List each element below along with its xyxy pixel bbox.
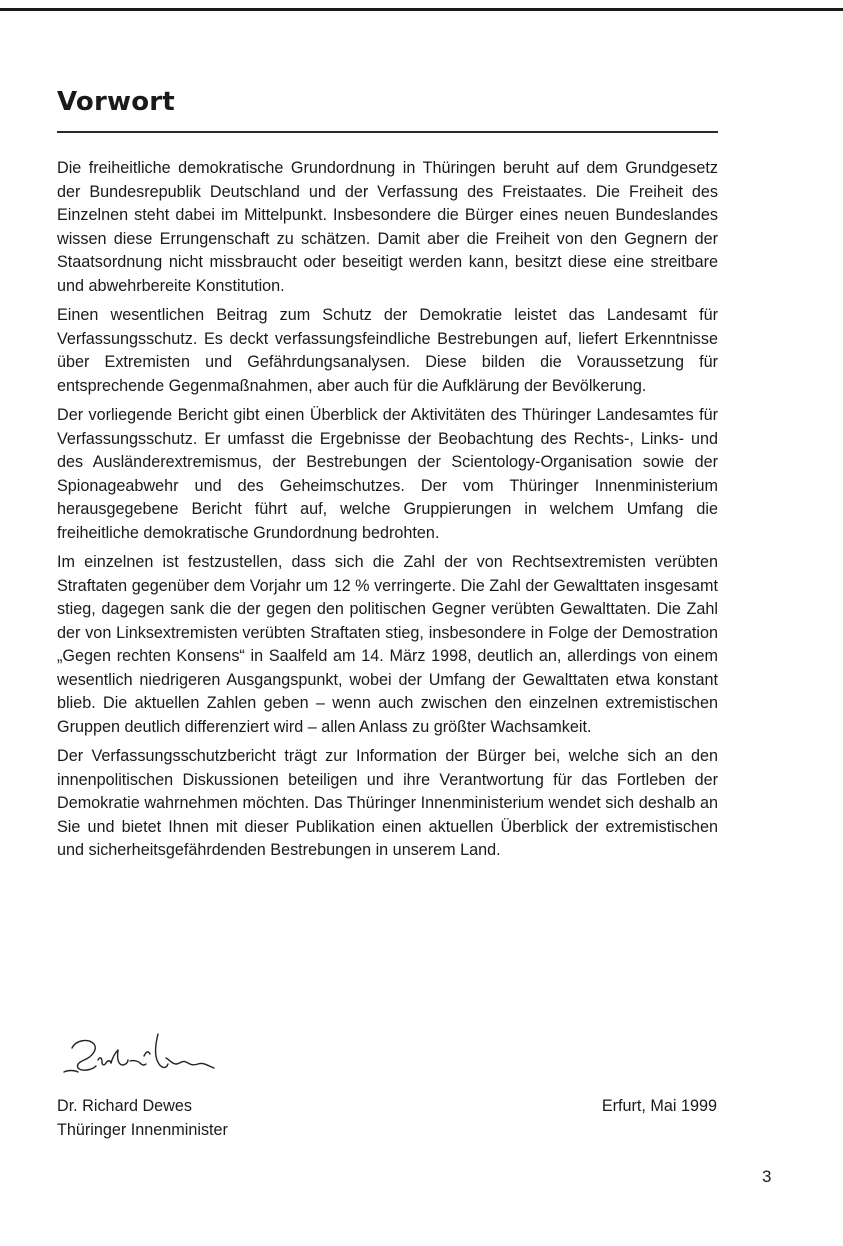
- top-border-rule: [0, 8, 843, 11]
- paragraph-1: [57, 157, 718, 298]
- paragraph-1-text-continued: Damit aber die Freiheit von den Gegnern der Staatsordnung nicht missbraucht oder beseitigt werden kann, besitzt diese eine streitbare und abwehrbereite Konstitution.: [57, 229, 718, 295]
- author-role: Thüringer Innenminister: [57, 1120, 228, 1139]
- paragraph-1-text: Die freiheitliche demokratische Grundordnung in Thüringen beruht auf dem Grundgesetz der Bundesrepublik Deutschland und der Verfassung des Freistaates. Die Freiheit des Einzelnen steht dabei im Mittelpunkt. Insbesondere die Bürger eines neuen Bundeslandes wissen diese Errungenschaft zu schätzen.: [57, 159, 718, 248]
- place-date: Erfurt, Mai 1999: [601, 1097, 717, 1115]
- page-number: 3: [762, 1167, 772, 1186]
- author-block: [57, 1095, 228, 1142]
- foreword-body: [57, 157, 718, 869]
- paragraph-3: [57, 404, 718, 545]
- author-name: Dr. Richard Dewes: [57, 1097, 192, 1115]
- title-underline-rule: [57, 131, 718, 133]
- paragraph-3-text: Der vorliegende Bericht gibt einen Überblick der Aktivitäten des Thüringer Landesamtes für Verfassungsschutz. Er umfasst die Ergebnisse der Beobachtung des Rechts-, Links- und des Ausländerextremismus, der Bestrebungen der Scientology-Organisation sowie der Spionageabwehr und des Geheimschutzes. Der vom Thüringer Innenministerium herausgegebene Bericht führt auf, welche Gruppierungen in welchem Umfang die freiheitliche demokratische Grundordnung bedrohten.: [57, 406, 718, 542]
- paragraph-5: [57, 745, 718, 863]
- paragraph-2: [57, 304, 718, 398]
- paragraph-5-text: Der Verfassungsschutzbericht trägt zur Information der Bürger bei, welche sich an den innenpolitischen Diskussionen beteiligen und ihre Verantwortung für das Fortleben der Demokratie wahrnehmen möchten. Das Thüringer Innenministerium wendet sich deshalb an Sie und bietet Ihnen mit dieser Publikation einen aktuellen Überblick der extremistischen und sicherheitsgefährdenden Bestrebungen in unserem Land.: [57, 747, 718, 859]
- paragraph-2-text: Einen wesentlichen Beitrag zum Schutz der Demokratie leistet das Landesamt für Verfassungsschutz. Es deckt verfassungsfeindliche Bestrebungen auf, liefert Erkenntnisse über Extremisten und Gefährdungsanalysen. Diese bilden die Voraussetzung für entsprechende Gegenmaßnahmen, aber auch für die Aufklärung der Bevölkerung.: [57, 306, 718, 395]
- paragraph-4: [57, 551, 718, 739]
- handwritten-signature: [58, 1030, 228, 1092]
- paragraph-4-text: Im einzelnen ist festzustellen, dass sich die Zahl der von Rechtsextremisten verübten Straftaten gegenüber dem Vorjahr um 12 % verringerte. Die Zahl der Gewalttaten insgesamt stieg, dagegen sank die der gegen den politischen Gegner verübten Gewalttaten. Die Zahl der von Linksextremisten verübten Straftaten stieg, insbesondere in Folge der Demostration „Gegen rechten Konsens“ in Saalfeld am 14. März 1998, deutlich an, allerdings von einem wesentlich niedrigeren Ausgangspunkt, wobei der Umfang der Gewalttaten etwa konstant blieb. Die aktuellen Zahlen geben – wenn auch zwischen den einzelnen extremistischen Gruppen deutlich differenziert wird – allen Anlass zu größter Wachsamkeit.: [57, 553, 718, 736]
- page-title: Vorwort: [57, 87, 175, 117]
